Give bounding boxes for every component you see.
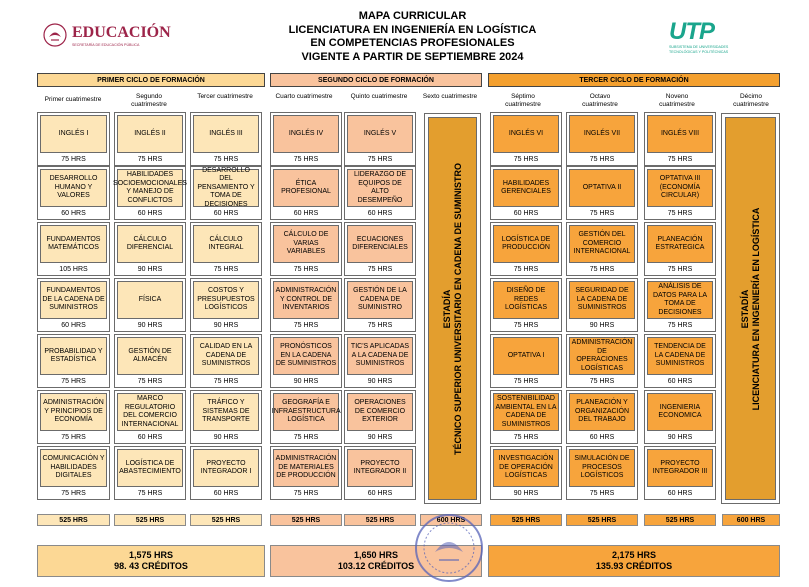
- subject-cell: [490, 390, 562, 444]
- sep-logo: [42, 22, 182, 50]
- cycle-total-credits: 98. 43 CRÉDITOS: [114, 561, 188, 571]
- cycle-total-credits: 135.93 CRÉDITOS: [595, 561, 673, 571]
- subject-cell: [114, 446, 186, 500]
- cycle-total-hours: 2,175 HRS: [611, 550, 657, 560]
- subject-name: PROYECTO INTEGRADOR II: [347, 449, 413, 487]
- subject-name: LIDERAZGO DE EQUIPOS DE ALTO DESEMPEÑO: [347, 169, 413, 207]
- subject-cell: [37, 222, 110, 276]
- subject-cell: [490, 278, 562, 332]
- subject-cell: [344, 112, 416, 166]
- subject-name: HABILIDADES SOCIOEMOCIONALES Y MANEJO DE CONFLICTOS: [117, 169, 183, 207]
- subject-name: ADMINISTRACIÓN DE OPERACIONES LOGÍSTICAS: [569, 337, 635, 375]
- subject-name: PLANEACIÓN Y ORGANIZACIÓN DEL TRABAJO: [569, 393, 635, 431]
- subject-cell: [114, 222, 186, 276]
- subject-cell: [644, 278, 716, 332]
- subject-cell: [566, 278, 638, 332]
- subject-hours: 60 HRS: [367, 209, 393, 217]
- subject-name: GESTIÓN DE ALMACÉN: [117, 337, 183, 375]
- subject-hours: 75 HRS: [61, 433, 86, 441]
- official-seal-icon: [413, 510, 485, 587]
- subject-cell: [566, 446, 638, 500]
- subject-cell: [566, 334, 638, 388]
- subject-hours: 60 HRS: [667, 489, 693, 497]
- subject-hours: 90 HRS: [213, 321, 239, 329]
- subject-hours: 90 HRS: [137, 321, 163, 329]
- subject-name: GESTIÓN DEL COMERCIO INTERNACIONAL: [569, 225, 635, 263]
- semester-total: 525 HRS: [490, 514, 562, 526]
- subject-name: PROYECTO INTEGRADOR III: [647, 449, 713, 487]
- subject-hours: 75 HRS: [667, 265, 693, 273]
- cycle-total-hours: 1,650 HRS: [353, 550, 399, 560]
- subject-cell: [644, 390, 716, 444]
- subject-cell: [114, 166, 186, 220]
- stay-lic-line: LICENCIATURA EN INGENIERÍA EN LOGÍSTICA: [750, 207, 761, 410]
- semester-header: Cuarto cuatrimestre: [275, 93, 333, 100]
- stay-lic-bar: [721, 113, 780, 504]
- subject-cell: [190, 334, 262, 388]
- subject-name: CÁLCULO DIFERENCIAL: [117, 225, 183, 263]
- subject-hours: 75 HRS: [589, 377, 615, 385]
- semester-total: 525 HRS: [270, 514, 342, 526]
- subject-hours: 75 HRS: [61, 489, 86, 497]
- subject-cell: [270, 112, 342, 166]
- subject-hours: 75 HRS: [213, 155, 239, 163]
- subject-hours: 75 HRS: [589, 155, 615, 163]
- subject-cell: [270, 166, 342, 220]
- subject-cell: [344, 166, 416, 220]
- eagle-emblem-icon: [42, 22, 68, 48]
- subject-hours: 75 HRS: [513, 433, 539, 441]
- subject-hours: 75 HRS: [513, 155, 539, 163]
- subject-cell: [270, 334, 342, 388]
- subject-hours: 90 HRS: [293, 377, 319, 385]
- stay-lic-text: [740, 207, 762, 410]
- subject-hours: 60 HRS: [137, 433, 163, 441]
- subject-name: TENDENCIA DE LA CADENA DE SUMINISTROS: [647, 337, 713, 375]
- subject-cell: [490, 334, 562, 388]
- subject-hours: 90 HRS: [137, 265, 163, 273]
- subject-hours: 60 HRS: [213, 209, 239, 217]
- subject-name: PRONÓSTICOS EN LA CADENA DE SUMINISTROS: [273, 337, 339, 375]
- subject-name: ANÁLISIS DE DATOS PARA LA TOMA DE DECISIONES: [647, 281, 713, 319]
- subject-hours: 60 HRS: [667, 377, 693, 385]
- subject-name: CÁLCULO DE VARIAS VARIABLES: [273, 225, 339, 263]
- subject-cell: [490, 166, 562, 220]
- semester-header: Primer cuatrimestre: [44, 96, 102, 103]
- cycle-total-hours: 1,575 HRS: [128, 550, 174, 560]
- subject-hours: 75 HRS: [367, 321, 393, 329]
- subject-name: DESARROLLO HUMANO Y VALORES: [40, 169, 107, 207]
- subject-hours: 75 HRS: [589, 489, 615, 497]
- semester-total: 525 HRS: [37, 514, 110, 526]
- subject-cell: [190, 278, 262, 332]
- subject-cell: [490, 112, 562, 166]
- subject-hours: 75 HRS: [589, 265, 615, 273]
- subject-name: INGLÉS III: [193, 115, 259, 153]
- subject-hours: 60 HRS: [137, 209, 163, 217]
- subject-hours: 90 HRS: [367, 377, 393, 385]
- subject-cell: [114, 390, 186, 444]
- subject-hours: 75 HRS: [367, 155, 393, 163]
- subject-name: FUNDAMENTOS MATEMÁTICOS: [40, 225, 107, 263]
- utp-logo-subtext: SUBSISTEMA DE UNIVERSIDADES TECNOLÓGICAS Y POLITÉCNICAS: [669, 45, 729, 54]
- subject-cell: [270, 222, 342, 276]
- subject-cell: [344, 334, 416, 388]
- subject-name: ADMINISTRACIÓN Y CONTROL DE INVENTARIOS: [273, 281, 339, 319]
- title-line: EN COMPETENCIAS PROFESIONALES: [310, 37, 515, 49]
- cycle-band-3: TERCER CICLO DE FORMACIÓN: [488, 73, 780, 87]
- subject-name: INGLÉS V: [347, 115, 413, 153]
- subject-name: LOGÍSTICA DE ABASTECIMIENTO: [117, 449, 183, 487]
- subject-cell: [37, 446, 110, 500]
- subject-hours: 75 HRS: [137, 489, 163, 497]
- subject-cell: [37, 112, 110, 166]
- cycle-total-3: [488, 545, 780, 577]
- subject-name: SEGURIDAD DE LA CADENA DE SUMINISTROS: [569, 281, 635, 319]
- subject-cell: [566, 166, 638, 220]
- subject-cell: [270, 278, 342, 332]
- subject-cell: [190, 222, 262, 276]
- semester-header: Décimo cuatrimestre: [733, 93, 769, 108]
- subject-cell: [344, 390, 416, 444]
- subject-hours: 75 HRS: [589, 209, 615, 217]
- subject-cell: [566, 222, 638, 276]
- cycle-total-credits: 103.12 CRÉDITOS: [337, 561, 415, 571]
- subject-cell: [114, 278, 186, 332]
- subject-cell: [644, 334, 716, 388]
- subject-hours: 90 HRS: [213, 433, 239, 441]
- subject-hours: 75 HRS: [213, 265, 239, 273]
- subject-name: DESARROLLO DEL PENSAMIENTO Y TOMA DE DECISIONES: [193, 169, 259, 207]
- subject-cell: [644, 222, 716, 276]
- subject-cell: [190, 390, 262, 444]
- subject-cell: [644, 166, 716, 220]
- stay-tsu-line: ESTADÍA: [441, 289, 452, 328]
- subject-cell: [270, 390, 342, 444]
- subject-name: INGLÉS VII: [569, 115, 635, 153]
- subject-name: COMUNICACIÓN Y HABILIDADES DIGITALES: [40, 449, 107, 487]
- subject-name: COSTOS Y PRESUPUESTOS LOGÍSTICOS: [193, 281, 259, 319]
- subject-cell: [566, 112, 638, 166]
- subject-cell: [114, 334, 186, 388]
- subject-name: FÍSICA: [117, 281, 183, 319]
- subject-hours: 105 HRS: [59, 265, 88, 273]
- subject-hours: 75 HRS: [293, 155, 319, 163]
- subject-hours: 75 HRS: [513, 377, 539, 385]
- subject-name: INGLÉS VIII: [647, 115, 713, 153]
- subject-cell: [37, 390, 110, 444]
- subject-cell: [114, 112, 186, 166]
- subject-name: ADMINISTRACIÓN DE MATERIALES DE PRODUCCIÓN: [273, 449, 339, 487]
- subject-name: CÁLCULO INTEGRAL: [193, 225, 259, 263]
- subject-name: OPTATIVA III (ECONOMÍA CIRCULAR): [647, 169, 713, 207]
- subject-name: CALIDAD EN LA CADENA DE SUMINISTROS: [193, 337, 259, 375]
- subject-cell: [37, 334, 110, 388]
- page-title: [240, 10, 585, 64]
- subject-hours: 90 HRS: [367, 433, 393, 441]
- subject-name: LOGÍSTICA DE PRODUCCIÓN: [493, 225, 559, 263]
- title-line: LICENCIATURA EN INGENIERÍA EN LOGÍSTICA: [288, 23, 537, 36]
- subject-hours: 75 HRS: [137, 155, 163, 163]
- subject-hours: 90 HRS: [589, 321, 615, 329]
- title-line: VIGENTE A PARTIR DE SEPTIEMBRE 2024: [301, 50, 524, 63]
- subject-hours: 90 HRS: [667, 433, 693, 441]
- subject-name: INGLÉS IV: [273, 115, 339, 153]
- subject-hours: 75 HRS: [61, 155, 86, 163]
- subject-hours: 60 HRS: [61, 321, 86, 329]
- subject-name: FUNDAMENTOS DE LA CADENA DE SUMINISTROS: [40, 281, 107, 319]
- subject-name: INGLÉS II: [117, 115, 183, 153]
- semester-total: 525 HRS: [566, 514, 638, 526]
- subject-cell: [190, 166, 262, 220]
- subject-cell: [644, 112, 716, 166]
- cycle-band-2: SEGUNDO CICLO DE FORMACIÓN: [270, 73, 482, 87]
- subject-name: INGLÉS I: [40, 115, 107, 153]
- subject-name: PROYECTO INTEGRADOR I: [193, 449, 259, 487]
- semester-header: Sexto cuatrimestre: [422, 93, 478, 100]
- subject-name: HABILIDADES GERENCIALES: [493, 169, 559, 207]
- subject-cell: [644, 446, 716, 500]
- subject-cell: [190, 446, 262, 500]
- subject-hours: 75 HRS: [293, 433, 319, 441]
- subject-hours: 60 HRS: [513, 209, 539, 217]
- subject-hours: 60 HRS: [61, 209, 86, 217]
- subject-hours: 75 HRS: [667, 155, 693, 163]
- cycle-band-1: PRIMER CICLO DE FORMACIÓN: [37, 73, 265, 87]
- subject-cell: [566, 390, 638, 444]
- subject-cell: [344, 222, 416, 276]
- subject-name: PROBABILIDAD Y ESTADÍSTICA: [40, 337, 107, 375]
- stay-lic-line: ESTADÍA: [739, 289, 750, 328]
- subject-hours: 75 HRS: [213, 377, 239, 385]
- subject-name: SOSTENIBILIDAD AMBIENTAL EN LA CADENA DE SUMINISTROS: [493, 393, 559, 431]
- subject-hours: 75 HRS: [667, 209, 693, 217]
- subject-name: TIC'S APLICADAS A LA CADENA DE SUMINISTROS: [347, 337, 413, 375]
- subject-cell: [344, 278, 416, 332]
- subject-hours: 75 HRS: [513, 265, 539, 273]
- subject-hours: 75 HRS: [137, 377, 163, 385]
- subject-name: INVESTIGACIÓN DE OPERACIÓN LOGÍSTICAS: [493, 449, 559, 487]
- subject-cell: [344, 446, 416, 500]
- subject-name: ECUACIONES DIFERENCIALES: [347, 225, 413, 263]
- subject-name: ADMINISTRACIÓN Y PRINCIPIOS DE ECONOMÍA: [40, 393, 107, 431]
- subject-hours: 75 HRS: [367, 265, 393, 273]
- subject-cell: [490, 446, 562, 500]
- subject-cell: [37, 278, 110, 332]
- subject-cell: [190, 112, 262, 166]
- semester-header: Octavo cuatrimestre: [582, 93, 618, 108]
- subject-cell: [37, 166, 110, 220]
- subject-name: DISEÑO DE REDES LOGÍSTICAS: [493, 281, 559, 319]
- subject-name: INGENIERIA ECONOMICA: [647, 393, 713, 431]
- semester-total: 525 HRS: [344, 514, 416, 526]
- sep-logo-subtext: SECRETARÍA DE EDUCACIÓN PÚBLICA: [72, 43, 140, 47]
- subject-hours: 60 HRS: [293, 209, 319, 217]
- subject-hours: 75 HRS: [61, 377, 86, 385]
- subject-name: GEOGRAFÍA E INFRAESTRUCTURA LOGÍSTICA: [273, 393, 339, 431]
- semester-header: Segundo cuatrimestre: [131, 93, 167, 108]
- semester-total: 600 HRS: [420, 514, 482, 526]
- stay-tsu-line: TÉCNICO SUPERIOR UNIVERSITARIO EN CADENA DE SUMINISTRO: [452, 162, 463, 455]
- subject-name: MARCO REGULATORIO DEL COMERCIO INTERNACIONAL: [117, 393, 183, 431]
- subject-name: SIMULACIÓN DE PROCESOS LOGÍSTICOS: [569, 449, 635, 487]
- subject-cell: [490, 222, 562, 276]
- subject-name: PLANEACIÓN ESTRATEGICA: [647, 225, 713, 263]
- subject-hours: 75 HRS: [293, 265, 319, 273]
- subject-name: ÉTICA PROFESIONAL: [273, 169, 339, 207]
- subject-hours: 75 HRS: [293, 321, 319, 329]
- subject-hours: 60 HRS: [367, 489, 393, 497]
- semester-total: 525 HRS: [114, 514, 186, 526]
- stay-tsu-text: [442, 162, 464, 454]
- stay-lic-fill: [725, 117, 776, 500]
- utp-logo-text: UTP: [669, 18, 714, 45]
- subject-hours: 60 HRS: [213, 489, 239, 497]
- subject-hours: 75 HRS: [667, 321, 693, 329]
- stay-tsu-fill: [428, 117, 477, 500]
- subject-name: GESTIÓN DE LA CADENA DE SUMINISTRO: [347, 281, 413, 319]
- subject-hours: 90 HRS: [513, 489, 539, 497]
- subject-name: OPTATIVA I: [493, 337, 559, 375]
- semester-total: 525 HRS: [644, 514, 716, 526]
- semester-header: Noveno cuatrimestre: [659, 93, 695, 108]
- subject-name: INGLÉS VI: [493, 115, 559, 153]
- semester-total: 525 HRS: [190, 514, 262, 526]
- subject-name: TRÁFICO Y SISTEMAS DE TRANSPORTE: [193, 393, 259, 431]
- title-line: MAPA CURRICULAR: [358, 10, 467, 22]
- subject-hours: 60 HRS: [589, 433, 615, 441]
- semester-header: Tercer cuatrimestre: [197, 93, 253, 100]
- sep-logo-text: EDUCACIÓN: [72, 24, 171, 41]
- utp-logo: [665, 18, 745, 58]
- semester-header: Quinto cuatrimestre: [350, 93, 408, 100]
- subject-cell: [270, 446, 342, 500]
- subject-name: OPERACIONES DE COMERCIO EXTERIOR: [347, 393, 413, 431]
- stay-tsu-bar: [424, 113, 481, 504]
- subject-hours: 75 HRS: [513, 321, 539, 329]
- semester-header: Séptimo cuatrimestre: [505, 93, 541, 108]
- subject-name: OPTATIVA II: [569, 169, 635, 207]
- subject-hours: 75 HRS: [293, 489, 319, 497]
- cycle-total-1: [37, 545, 265, 577]
- semester-total: 600 HRS: [722, 514, 780, 526]
